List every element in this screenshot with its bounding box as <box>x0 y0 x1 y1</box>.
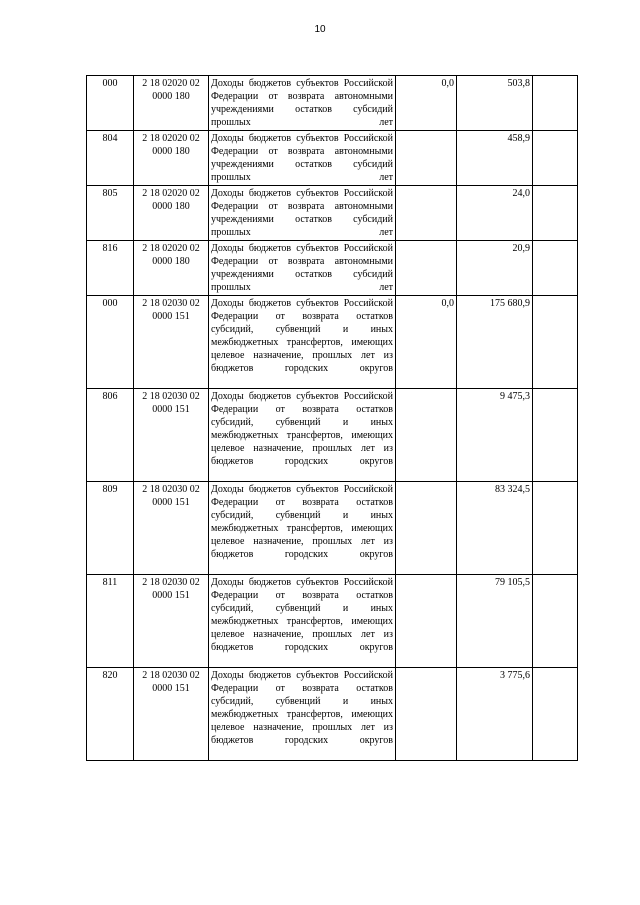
table-row <box>87 131 578 186</box>
budget-classification-code-cell: 2 18 02030 02 0000 151 <box>134 296 209 389</box>
amount-cell-1 <box>396 668 457 761</box>
table-row <box>87 241 578 296</box>
admin-code-cell: 811 <box>87 575 134 668</box>
amount-cell-3 <box>533 131 578 186</box>
amount-cell-2: 3 775,6 <box>457 668 533 761</box>
amount-cell-2: 79 105,5 <box>457 575 533 668</box>
admin-code-cell: 809 <box>87 482 134 575</box>
revenue-name-cell: Доходы бюджетов субъектов Российской Федерации от возврата автономными учреждениями остатков субсидий прошлых лет <box>209 131 396 186</box>
amount-cell-2: 503,8 <box>457 76 533 131</box>
amount-cell-2: 175 680,9 <box>457 296 533 389</box>
budget-classification-code-cell: 2 18 02030 02 0000 151 <box>134 389 209 482</box>
amount-cell-3 <box>533 186 578 241</box>
revenue-name-cell: Доходы бюджетов субъектов Российской Федерации от возврата остатков субсидий, субвенций и иных межбюджетных трансфертов, имеющих целевое назначение, прошлых лет из бюджетов городских округов <box>209 668 396 761</box>
revenue-name-cell: Доходы бюджетов субъектов Российской Федерации от возврата автономными учреждениями остатков субсидий прошлых лет <box>209 186 396 241</box>
table-row <box>87 296 578 389</box>
table-row <box>87 76 578 131</box>
amount-cell-1 <box>396 575 457 668</box>
amount-cell-1 <box>396 241 457 296</box>
revenue-name-cell: Доходы бюджетов субъектов Российской Федерации от возврата автономными учреждениями остатков субсидий прошлых лет <box>209 76 396 131</box>
page-number: 10 <box>314 24 326 35</box>
admin-code-cell: 804 <box>87 131 134 186</box>
admin-code-cell: 000 <box>87 296 134 389</box>
table-row <box>87 575 578 668</box>
amount-cell-1: 0,0 <box>396 296 457 389</box>
amount-cell-1 <box>396 482 457 575</box>
budget-classification-code-cell: 2 18 02030 02 0000 151 <box>134 482 209 575</box>
amount-cell-1 <box>396 389 457 482</box>
amount-cell-2: 83 324,5 <box>457 482 533 575</box>
budget-classification-code-cell: 2 18 02020 02 0000 180 <box>134 241 209 296</box>
amount-cell-3 <box>533 575 578 668</box>
admin-code-cell: 820 <box>87 668 134 761</box>
amount-cell-3 <box>533 389 578 482</box>
table-row <box>87 668 578 761</box>
amount-cell-3 <box>533 482 578 575</box>
revenue-table <box>86 75 578 761</box>
amount-cell-3 <box>533 76 578 131</box>
table-row <box>87 389 578 482</box>
budget-classification-code-cell: 2 18 02020 02 0000 180 <box>134 76 209 131</box>
amount-cell-2: 458,9 <box>457 131 533 186</box>
amount-cell-2: 9 475,3 <box>457 389 533 482</box>
revenue-name-cell: Доходы бюджетов субъектов Российской Федерации от возврата автономными учреждениями остатков субсидий прошлых лет <box>209 241 396 296</box>
admin-code-cell: 816 <box>87 241 134 296</box>
revenue-name-cell: Доходы бюджетов субъектов Российской Федерации от возврата остатков субсидий, субвенций и иных межбюджетных трансфертов, имеющих целевое назначение, прошлых лет из бюджетов городских округов <box>209 575 396 668</box>
amount-cell-3 <box>533 668 578 761</box>
budget-classification-code-cell: 2 18 02020 02 0000 180 <box>134 131 209 186</box>
admin-code-cell: 000 <box>87 76 134 131</box>
amount-cell-1: 0,0 <box>396 76 457 131</box>
revenue-name-cell: Доходы бюджетов субъектов Российской Федерации от возврата остатков субсидий, субвенций и иных межбюджетных трансфертов, имеющих целевое назначение, прошлых лет из бюджетов городских округов <box>209 482 396 575</box>
admin-code-cell: 805 <box>87 186 134 241</box>
amount-cell-1 <box>396 186 457 241</box>
amount-cell-3 <box>533 241 578 296</box>
budget-classification-code-cell: 2 18 02030 02 0000 151 <box>134 668 209 761</box>
amount-cell-2: 24,0 <box>457 186 533 241</box>
amount-cell-2: 20,9 <box>457 241 533 296</box>
budget-classification-code-cell: 2 18 02030 02 0000 151 <box>134 575 209 668</box>
revenue-name-cell: Доходы бюджетов субъектов Российской Федерации от возврата остатков субсидий, субвенций и иных межбюджетных трансфертов, имеющих целевое назначение, прошлых лет из бюджетов городских округов <box>209 296 396 389</box>
table-row <box>87 186 578 241</box>
amount-cell-3 <box>533 296 578 389</box>
amount-cell-1 <box>396 131 457 186</box>
revenue-name-cell: Доходы бюджетов субъектов Российской Федерации от возврата остатков субсидий, субвенций и иных межбюджетных трансфертов, имеющих целевое назначение, прошлых лет из бюджетов городских округов <box>209 389 396 482</box>
table-row <box>87 482 578 575</box>
budget-classification-code-cell: 2 18 02020 02 0000 180 <box>134 186 209 241</box>
admin-code-cell: 806 <box>87 389 134 482</box>
